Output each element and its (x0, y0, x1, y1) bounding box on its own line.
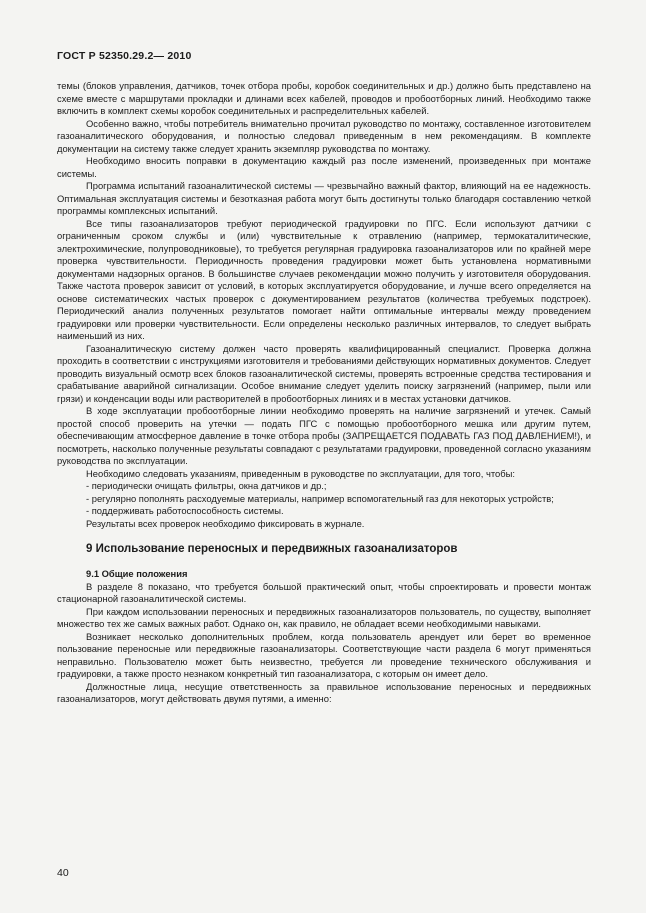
paragraph: Газоаналитическую систему должен часто проверять квалифицированный специалист. Проверка должна проходить в соответствии с инструкциями изготовителя и требованиями действующих нормативных документов. Следует проводить визуальный осмотр всех блоков газоаналитической системы, проверять встроенные средства тестирования и срабатывание аварийной сигнализации. Особое внимание следует уделить поиску загрязнений (например, пыли или грязи) и конденсации воды или растворителей в пробоотборных линиях и в местах установки датчиков. (57, 342, 591, 404)
document-header: ГОСТ Р 52350.29.2— 2010 (57, 50, 192, 62)
page-number: 40 (57, 867, 69, 879)
paragraph: Возникает несколько дополнительных проблем, когда пользователь арендует или берет во временное пользование переносные или передвижные газоанализаторы. Соответствующие части раздела 6 могут применяться неправильно. Пользователю может быть неизвестно, требуется ли проведение технического обслуживания и градуировки, а также просто незнаком конкретный тип газоанализатора, с которым он имеет дело. (57, 630, 591, 679)
paragraph: При каждом использовании переносных и передвижных газоанализаторов пользователь, по существу, выполняет множество тех же самых важных работ. Однако он, как правило, не обладает всеми необходимыми навыками. (57, 605, 591, 629)
paragraph: Необходимо следовать указаниям, приведенным в руководстве по эксплуатации, для того, чтобы: (86, 467, 515, 479)
subsection-title: 9.1 Общие положения (86, 568, 188, 579)
paragraph: Необходимо вносить поправки в документацию каждый раз после изменений, произведенных при монтаже системы. (57, 155, 591, 179)
paragraph: Все типы газоанализаторов требуют периодической градуировки по ПГС. Если используют датчики с ограниченным сроком службы и (или) чувствительные к отравлению (например, термокаталитические, электрохимические, полупроводниковые), то требуется регулярная градуировка газоанализаторов или по крайней мере проверка чувствительности. Периодичность проведения градуировки может быть установлена нормативными документами надзорных органов. В большинстве случаев рекомендации можно получить у изготовителя оборудования. Также частота проверок зависит от условий, в которых эксплуатируется оборудование, и лучше всего определяется на основе систематических частых проверок с документированием результатов (количества требуемых подстроек). Периодический анализ полученных результатов помогает найти оптимальные интервалы между проведением градуировки или проверки чувствительности. Если определены несколько различных интервалов, то следует выбрать наименьший из них. (57, 217, 591, 341)
paragraph: Особенно важно, чтобы потребитель внимательно прочитал руководство по монтажу, составленное изготовителем газоаналитического оборудования, и полностью следовал приведенным в нем рекомендациям. В комплекте документации на систему также следует хранить экземпляр руководства по монтажу. (57, 117, 591, 154)
paragraph: В ходе эксплуатации пробоотборные линии необходимо проверять на наличие загрязнений и утечек. Самый простой способ проверить на утечки — подать ПГС с помощью пробоотборного мешка или другим путем, обеспечивающим атмосферное давление в точке отбора пробы (ЗАПРЕЩАЕТСЯ ПОДАВАТЬ ГАЗ ПОД ДАВЛЕНИЕМ!), и посмотреть, насколько полученные результаты совпадают с результатами градуировки, проведенной согласно указаниям руководства по эксплуатации. (57, 405, 591, 466)
paragraph: Программа испытаний газоаналитической системы — чрезвычайно важный фактор, влияющий на ее надежность. Оптимальная эксплуатация системы и безотказная работа могут быть достигнуты только благодаря составлению четкой программы комплексных испытаний. (57, 180, 591, 216)
paragraph: Должностные лица, несущие ответственность за правильное использование переносных и передвижных газоанализаторов, могут действовать двумя путями, а именно: (57, 680, 591, 704)
list-item: - периодически очищать фильтры, окна датчиков и др.; (86, 480, 327, 491)
section-title: 9 Использование переносных и передвижных газоанализаторов (86, 543, 458, 555)
paragraph: темы (блоков управления, датчиков, точек отбора пробы, коробок соединительных и др.) должно быть представлено на схеме вместе с маршрутами прокладки и длинами всех кабелей, проводов и пробоотборных линий. Необходимо также включить в комплект схемы коробок соединительных и распределительных кабелей. (57, 80, 591, 116)
paragraph: В разделе 8 показано, что требуется большой практический опыт, чтобы спроектировать и провести монтаж стационарной газоаналитической системы. (57, 580, 591, 604)
list-item: - регулярно пополнять расходуемые материалы, например вспомогательный газ для некоторых устройств; (86, 492, 554, 504)
paragraph: Результаты всех проверок необходимо фиксировать в журнале. (86, 517, 365, 529)
list-item: - поддерживать работоспособность системы. (86, 505, 284, 516)
document-body (57, 80, 591, 706)
